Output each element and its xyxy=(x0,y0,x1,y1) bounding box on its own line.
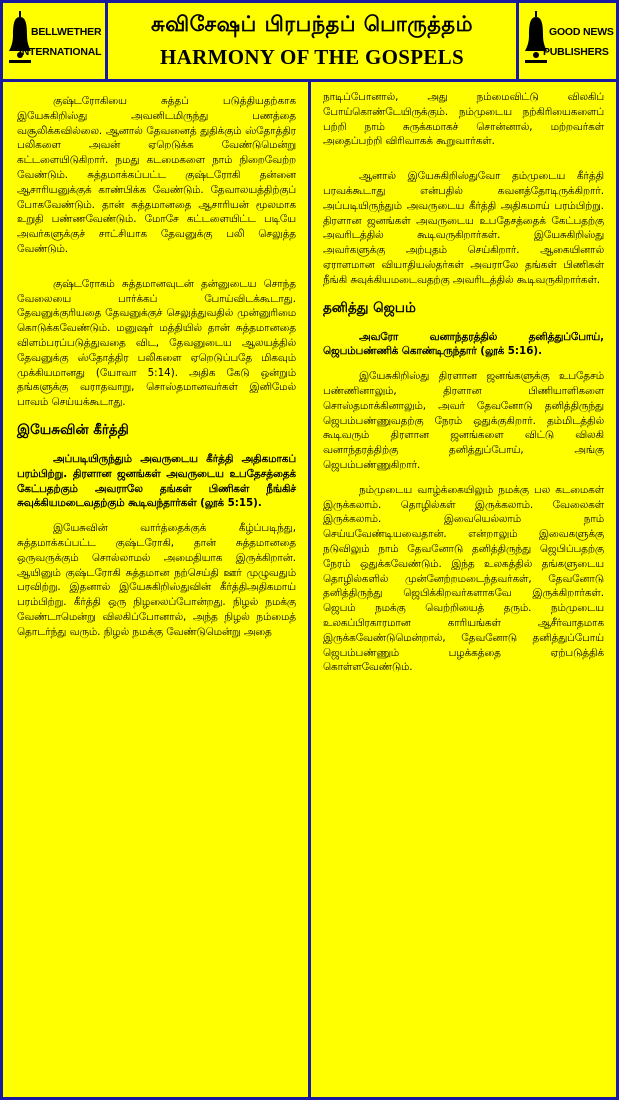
paragraph: ஆனால் இயேசுகிறிஸ்துவோ தம்முடைய கீர்த்தி பரவக்கூடாது என்பதில் கவனத்தோடிருக்கிறார். அப்படியிருந்தும் அவருடைய கீர்த்தி அதிகமாய் பரம்பிற்று. திரளான ஜனங்கள் அவருடைய உபதேசத்தைக் கேட்பதற்கு அவரிடத்தில் கூடிவருகிறார்கள். இயேசுகிறிஸ்து அவர்களுக்கு அற்புதம் செய்கிறார். ஆகையினால் ஏராளமான வியாதியஸ்தர்கள் அவராலே தங்கள் பிணிகள் நீங்கி சுவுக்கியமடைவதற்கு அவரிடத்தில் கூடிவருகிறார்கள். xyxy=(323,170,604,286)
paragraph: நம்முடைய வாழ்க்கையிலும் நமக்கு பல கடமைகள் இருக்கலாம். தொழில்கள் இருக்கலாம். வேலைகள் இருக்கலாம். இவையெல்லாம் நாம் செய்யவேண்டியவைதான். என்றாலும் இவைகளுக்கு நடுவிலும் நாம் தேவனோடு தனித்திருந்து ஜெபிப்பதற்கு நேரம் ஒதுக்கவேண்டும். இந்த உலகத்தில் தங்களுடைய தொழில்களில் முன்னேற்றமடைந்தவர்கள், தேவனோடு தனித்திருந்து ஜெபிக்கிறவர்களாகவே இருக்கிறார்கள். ஜெபம் நமக்கு வெற்றியைத் தரும். நம்முடைய உலகப்பிரகாரமான காரியங்கள் ஆசீர்வாதமாக இருக்கவேண்டுமென்றால், தேவனோடு தனித்துப்போய் ஜெபம்பண்ணும் பழக்கத்தை ஏற்படுத்திக் கொள்ளவேண்டும். xyxy=(323,483,604,674)
left-column xyxy=(3,82,308,1097)
right-logo-line1: GOOD NEWS xyxy=(549,26,614,38)
right-column xyxy=(311,82,616,1097)
scripture-quote: அப்படியிருந்தும் அவருடைய கீர்த்தி அதிகமாகப் பரம்பிற்று. திரளான ஜனங்கள் அவருடைய உபதேசத்தைக் கேட்பதற்கும் அவராலே தங்கள் பிணிகள் நீங்கிச் சுவுக்கியமடைவதற்கும் கூடிவந்தார்கள் (லூக் 5:15). xyxy=(17,452,296,510)
paragraph: குஷ்டரோகியை சுத்தப் படுத்தியதற்காக இயேசுகிறிஸ்து அவனிடமிருந்து பணத்தை வசூலிக்கவில்லை. ஆனால் தேவனைத் துதிக்கும் ஸ்தோத்திர பலிகளை அவன் ஏறெடுக்க வேண்டுமென்று கட்டளையிடுகிறார். நமது கடமைகளை நாம் நிறைவேற்ற வேண்டும். சுத்தமாக்கப்பட்ட குஷ்டரோகி தன்னை ஆசாரியனுக்குக் காண்பிக்க வேண்டும். தேவாலயத்திற்குப் போகவேண்டும். தான் சுத்தமானதை ஆசாரியன் மூலமாக உறுதி பண்ணவேண்டும். மோசே கட்டளையிட்ட படியே அவர்களுக்குச் சாட்சியாக தேவனுக்கு பலி செலுத்த வேண்டும். xyxy=(17,95,296,255)
paragraph: குஷ்டரோகம் சுத்தமானவுடன் தன்னுடைய சொந்த வேலையை பார்க்கப் போய்விடக்கூடாது. தேவனுக்குரியதை தேவனுக்குச் செலுத்துவதில் முன்னுரிமை கொடுக்கவேண்டும். மனுஷர் மத்தியில் தான் சுத்தமானதை விளம்பரப்படுத்துவதை விட, தேவனுடைய ஆலயத்தில் தேவனுக்கு ஸ்தோத்திர பலிகளை ஏறெடுப்பதே மிகவும் முக்கியமானது (யோவா 5:14). அதிக கேடு ஒன்றும் தங்களுக்கு வராதவாறு, சொஸ்தமானவர்கள் இனிமேல் பாவம் செய்யக்கூடாது. xyxy=(17,277,296,409)
page-title-tamil: சுவிசேஷப் பிரபந்தப் பொருத்தம் xyxy=(151,11,473,36)
paragraph: இயேசுகிறிஸ்து திரளான ஜனங்களுக்கு உபதேசம் பண்ணினாலும், திரளான பிணியாளிகளை சொஸ்தமாக்கினாலும், அவர் தேவனோடு தனித்திருந்து ஜெபம்பண்ணுவதற்கு நேரம் ஒதுக்குகிறார். தம்மிடத்தில் கூடிவரும் திரளான ஜனங்களை விட்டு விலகி வனாந்தரத்திற்கு தனித்துப்போய், அங்கு ஜெபம்பண்ணுகிறார். xyxy=(323,370,604,471)
title-banner xyxy=(108,3,516,79)
right-logo-line2: PUBLISHERS xyxy=(543,46,609,58)
section-heading: இயேசுவின் கீர்த்தி xyxy=(17,421,129,438)
paragraph: நாடிப்போனால், அது நம்மைவிட்டு விலகிப் போய்கொண்டேயிருக்கும். நம்முடைய நற்கிரியைகளைப் பற்றி நாம் சுருக்கமாகச் சொன்னால், மற்றவர்கள் அதைப்பற்றி விரிவாகக் கூறுவார்கள். xyxy=(323,91,604,148)
scripture-quote: அவரோ வனாந்தரத்தில் தனித்துப்போய், ஜெபம்பண்ணிக் கொண்டிருந்தார் (லூக் 5:16). xyxy=(323,330,604,358)
page-title-english: HARMONY OF THE GOSPELS xyxy=(160,45,464,69)
left-logo xyxy=(3,3,105,79)
right-logo xyxy=(519,3,616,79)
section-heading: தனித்து ஜெபம் xyxy=(323,299,416,316)
left-logo-line1: BELLWETHER xyxy=(31,26,102,38)
left-logo-line2: INTERNATIONAL xyxy=(19,46,102,58)
paragraph: இயேசுவின் வார்த்தைக்குக் கீழ்ப்படிந்து, சுத்தமாக்கப்பட்ட குஷ்டரோகி, தான் சுத்தமானதை ஒருவருக்கும் சொல்லாமல் அமைதியாக இருக்கிறான். ஆயினும் குஷ்டரோகி சுத்தமான நற்செய்தி ஊர் முழுவதும் பரவிற்று. இதனால் இயேசுகிறிஸ்துவின் கீர்த்திஅதிகமாய் பரம்பிற்று. கீர்த்தி ஒரு நிழலைப்போன்றது. நிழல் நமக்கு வேண்டாமென்று விலகிப்போனால், அந்த நிழல் நம்மைத் தொடர்ந்து வரும். நிழல் நமக்கு வேண்டுமென்று அதை xyxy=(17,522,296,638)
